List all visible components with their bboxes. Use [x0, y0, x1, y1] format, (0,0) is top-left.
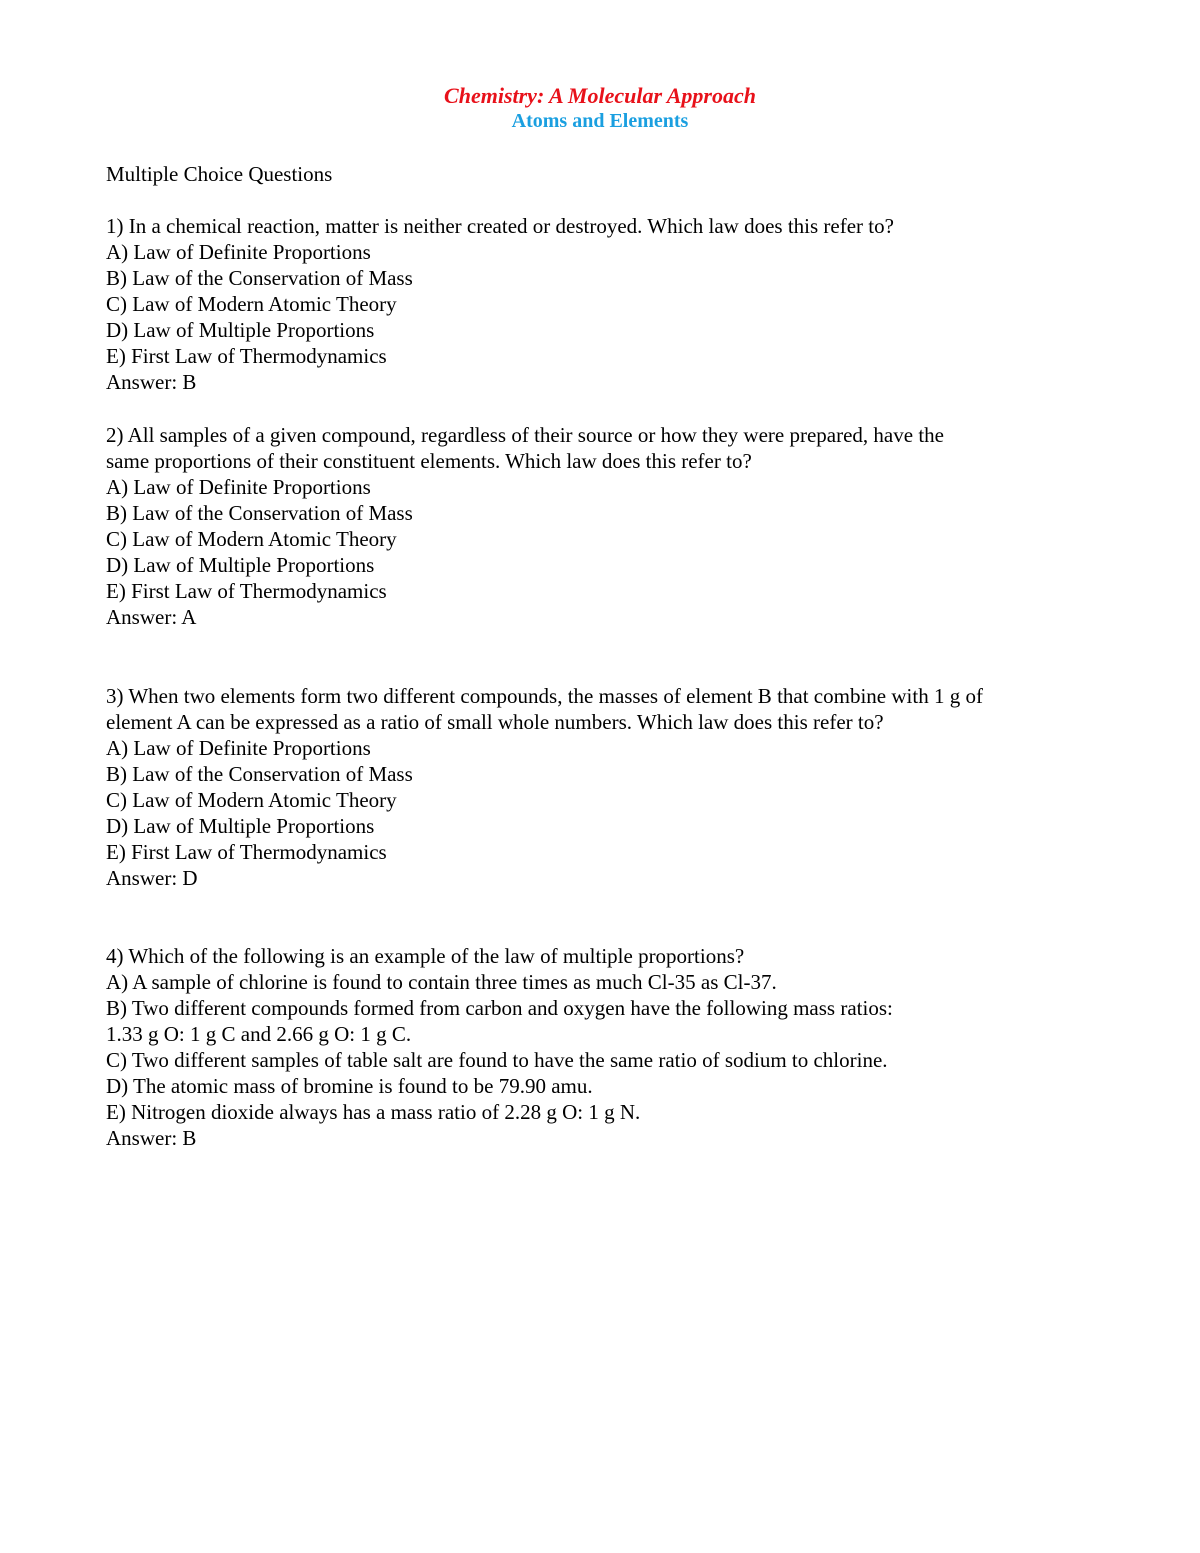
question-stem: element A can be expressed as a ratio of small whole numbers. Which law does this refer to?: [106, 710, 884, 734]
option-d: D) Law of Multiple Proportions: [106, 318, 375, 342]
question-stem: 4) Which of the following is an example of the law of multiple proportions?: [106, 944, 745, 968]
question-1: [106, 213, 1106, 395]
option-b: B) Law of the Conservation of Mass: [106, 266, 413, 290]
option-b-continued: 1.33 g O: 1 g C and 2.66 g O: 1 g C.: [106, 1022, 412, 1046]
option-e: E) First Law of Thermodynamics: [106, 344, 387, 368]
option-d: D) Law of Multiple Proportions: [106, 814, 375, 838]
option-a: A) Law of Definite Proportions: [106, 475, 371, 499]
option-a: A) Law of Definite Proportions: [106, 240, 371, 264]
option-c: C) Law of Modern Atomic Theory: [106, 527, 397, 551]
answer: Answer: B: [106, 1126, 197, 1150]
option-e: E) First Law of Thermodynamics: [106, 840, 387, 864]
option-b: B) Two different compounds formed from carbon and oxygen have the following mass ratios:: [106, 996, 893, 1020]
question-stem: 2) All samples of a given compound, regardless of their source or how they were prepared, have the: [106, 423, 944, 447]
section-heading: Multiple Choice Questions: [106, 162, 333, 186]
option-e: E) First Law of Thermodynamics: [106, 579, 387, 603]
option-e: E) Nitrogen dioxide always has a mass ratio of 2.28 g O: 1 g N.: [106, 1100, 641, 1124]
question-4: [106, 943, 1106, 1151]
answer: Answer: A: [106, 605, 197, 629]
option-b: B) Law of the Conservation of Mass: [106, 762, 413, 786]
option-b: B) Law of the Conservation of Mass: [106, 501, 413, 525]
option-d: D) The atomic mass of bromine is found to be 79.90 amu.: [106, 1074, 593, 1098]
chapter-title: Atoms and Elements: [511, 110, 689, 132]
question-stem: 1) In a chemical reaction, matter is neither created or destroyed. Which law does this refer to?: [106, 214, 894, 238]
question-3: [106, 683, 1106, 891]
option-c: C) Law of Modern Atomic Theory: [106, 788, 397, 812]
book-title: Chemistry: A Molecular Approach: [444, 83, 756, 108]
question-stem: same proportions of their constituent elements. Which law does this refer to?: [106, 449, 752, 473]
answer: Answer: D: [106, 866, 198, 890]
option-c: C) Law of Modern Atomic Theory: [106, 292, 397, 316]
question-2: [106, 422, 1106, 630]
option-c: C) Two different samples of table salt are found to have the same ratio of sodium to chlorine.: [106, 1048, 888, 1072]
option-a: A) A sample of chlorine is found to contain three times as much Cl-35 as Cl-37.: [106, 970, 777, 994]
question-stem: 3) When two elements form two different compounds, the masses of element B that combine with 1 g of: [106, 684, 983, 708]
answer: Answer: B: [106, 370, 197, 394]
option-d: D) Law of Multiple Proportions: [106, 553, 375, 577]
option-a: A) Law of Definite Proportions: [106, 736, 371, 760]
